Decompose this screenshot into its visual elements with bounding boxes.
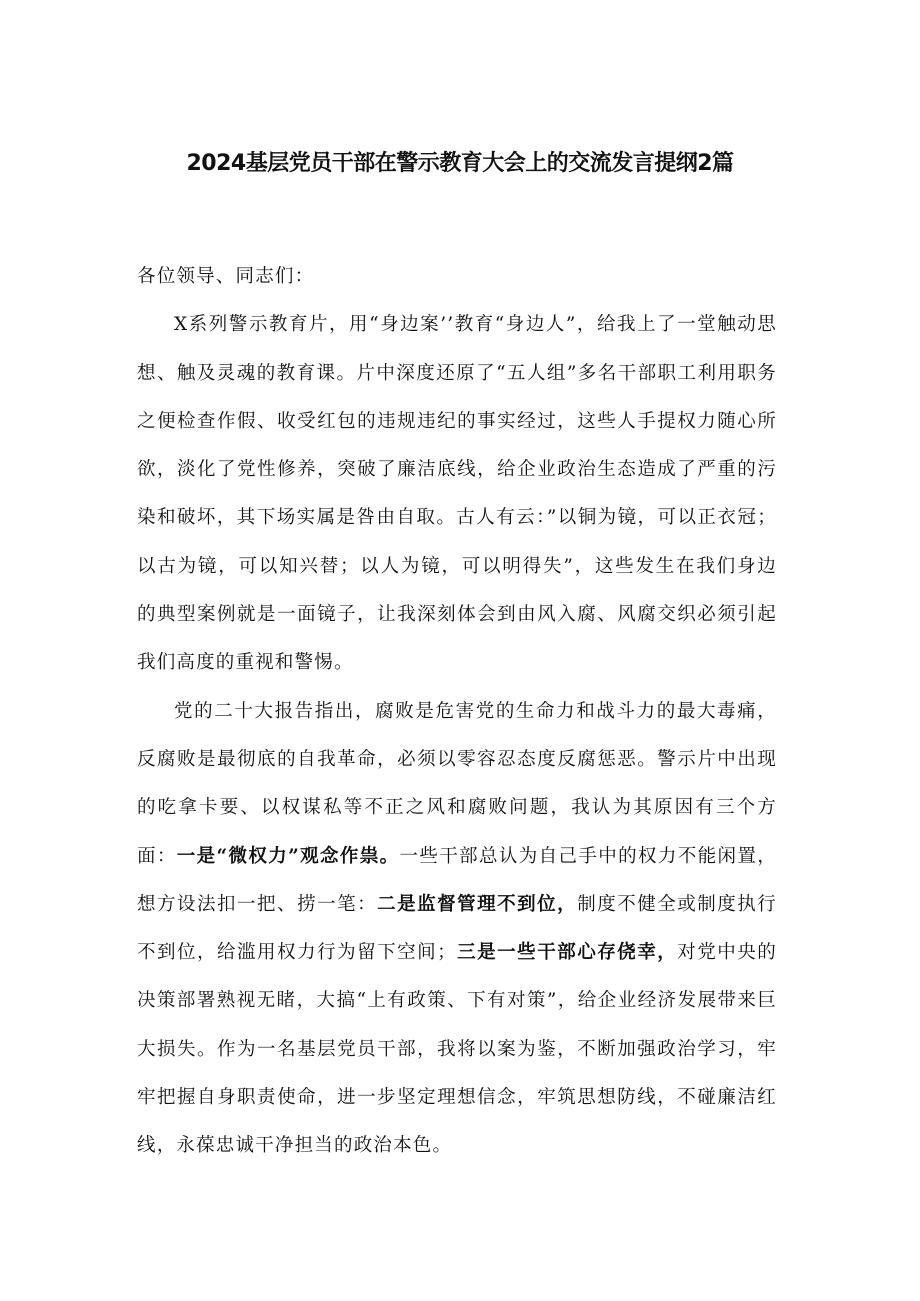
point-2-text: 制度不健全或制度执行不到位，给滥用权力行为留下空间； — [137, 893, 777, 964]
document-body — [137, 253, 777, 1171]
salutation: 各位领导、同志们： — [137, 266, 315, 287]
paragraph-2-intro: 党的二十大报告指出，腐败是危害党的生命力和战斗力的最大毒痛，反腐败是最彻底的自我革命，必须以零容忍态度反腐惩恶。警示片中出现的吃拿卡要、以权谋私等不正之风和腐败问题，我认为其原因有三个方面： — [137, 700, 777, 867]
point-1-heading: 一是“微权力”观念作祟。 — [176, 845, 400, 867]
paragraph-1: X系列警示教育片，用“身边案’’教育“身边人”，给我上了一堂触动思想、触及灵魂的教育课。片中深度还原了“五人组”多名干部职工利用职务之便检查作假、收受红包的违规违纪的事实经过，这些人手提权力随心所欲，淡化了党性修养，突破了廉洁底线，给企业政治生态造成了严重的污染和破坏，其下场实属是咎由自取。古人有云：”以铜为镜，可以正衣冠；以古为镜，可以知兴替；以人为镜，可以明得失”，这些发生在我们身边的典型案例就是一面镜子，让我深刻体会到由风入腐、风腐交织必须引起我们高度的重视和警惕。 — [137, 314, 777, 674]
paragraph-2 — [137, 688, 777, 1171]
point-1-text: 一些干部总认为自己手中的权力不能闲置，想方设法扣一把、捞一笔： — [137, 845, 777, 915]
point-2-heading: 二是监督管理不到位， — [377, 893, 578, 915]
point-3-heading: 三是一些干部心存侥幸， — [456, 942, 678, 964]
document-title: 2024基层党员干部在警示教育大会上的交流发言提纲2篇 — [186, 151, 734, 176]
point-3-text: 对党中央的决策部署熟视无睹，大搞“上有政策、下有对策”，给企业经济发展带来巨大损失。作为一名基层党员干部，我将以案为鉴，不断加强政治学习，牢牢把握自身职责使命，进一步坚定理想信念，牢筑思想防线，不碰廉洁红线，永葆忠诚干净担当的政治本色。 — [137, 942, 778, 1157]
